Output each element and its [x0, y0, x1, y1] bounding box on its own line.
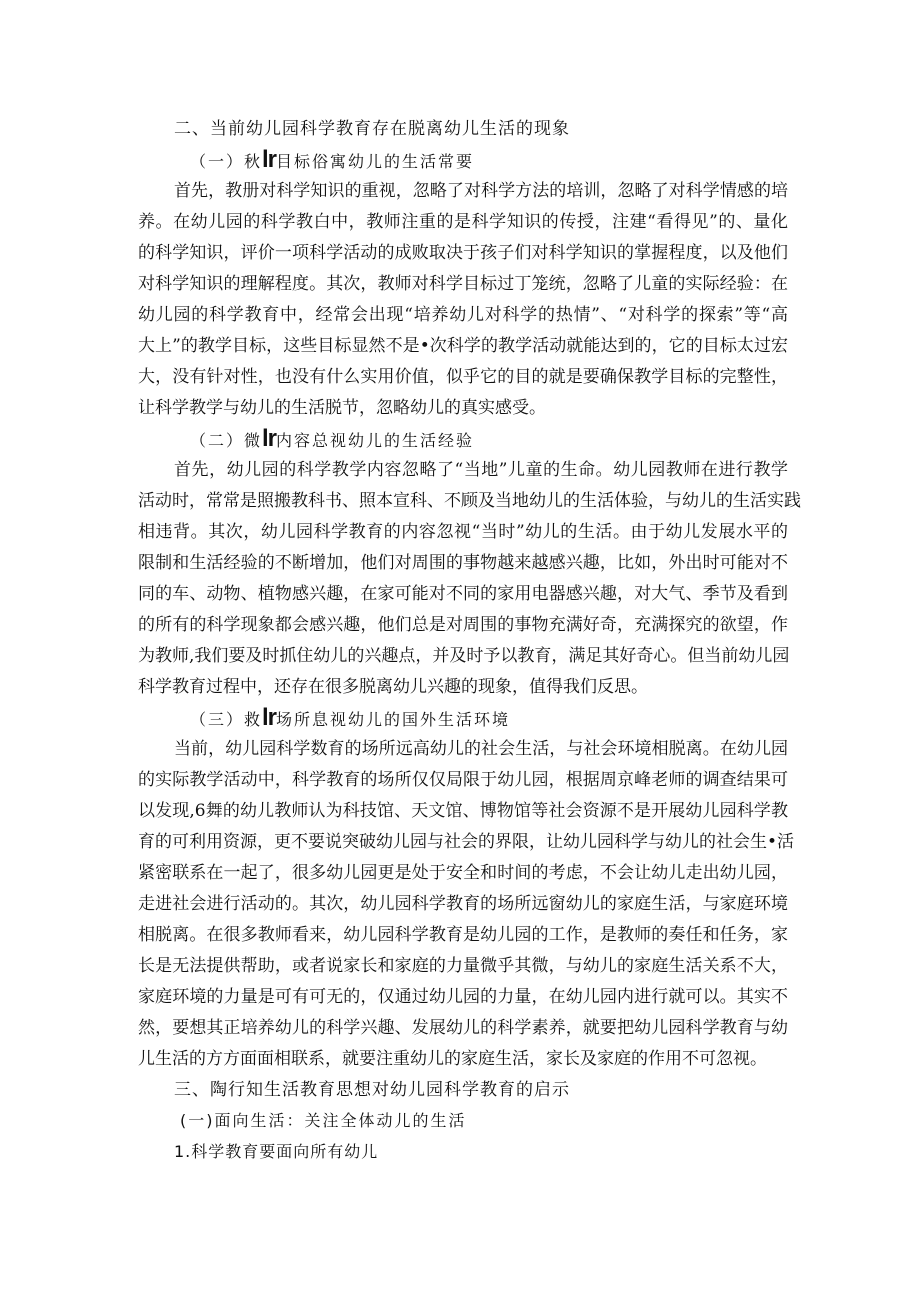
subheading-1-prefix: （一）秋 [190, 152, 263, 171]
paragraph-line: 幼儿园的科学教育中，经常会出现“培养幼儿对科学的热情”、“对科学的探索”等“高 [138, 305, 788, 325]
paragraph-line: 大上”的教学目标，这些目标显然不是•次科学的教学活动就能达到的，它的目标太过宏 [138, 336, 788, 356]
paragraph-line: 的科学知识，评价一项科学活动的成败取决于孩子们对科学知识的掌握程度，以及他们 [138, 243, 788, 263]
subheading-1-text: 目标俗寓幼儿的生活常要 [276, 152, 475, 171]
subheading-3-text: 场所息视幼儿的国外生活环境 [276, 710, 511, 729]
paragraph-line: 养。在幼儿园的科学教白中，教师注重的是科学知识的传授，注建“看得见”的、量化 [138, 212, 788, 232]
subheading-4: (一)面向生活：关注全体动儿的生活 [180, 1111, 467, 1130]
paragraph-line: 当前，幼儿园科学数育的场所远高幼儿的社会生活，与社会环境相脱离。在幼儿园 [174, 739, 788, 759]
paragraph-line: 大，没有针对性，也没有什么实用价值，似乎它的目的就是要确保教学目标的完整性， [138, 367, 788, 387]
paragraph-line: 紧密联系在一起了，很多幼儿园更是处于安全和时间的考虑，不会让幼儿走出幼儿园， [138, 863, 788, 883]
section-heading-3: 三、陶行知生活教育思想对幼儿园科学教育的启示 [174, 1080, 570, 1100]
paragraph-line: 的实际教学活动中，科学教育的场所仅仅局限于幼儿园，根据周京峰老师的调查结果可 [138, 770, 788, 790]
paragraph-line: 家庭环境的力量是可有可无的，仅通过幼儿园的力量，在幼儿园内进行就可以。其实不 [138, 987, 788, 1007]
subheading-3-prefix: （三）救 [190, 710, 263, 729]
paragraph-line: 相脱离。在很多教师看来，幼儿园科学教育是幼儿园的工作，是教师的奏任和任务，家 [138, 925, 788, 945]
paragraph-line: 首先，教册对科学知识的重视，忽略了对科学方法的培训，忽略了对科学情感的培 [174, 181, 788, 201]
subheading-2-prefix: （二）微 [190, 431, 263, 450]
paragraph-line: 科学教育过程中，还存在很多脱离幼儿兴趣的现象，值得我们反思。 [138, 677, 648, 697]
paragraph-line: 对科学知识的理解程度。其次，教师对科学目标过丁笼统，忽略了儿童的实际经验：在 [138, 274, 788, 294]
paragraph-line: 限制和生活经验的不断增加，他们对周围的事物越来越感兴趣，比如，外出时可能对不 [138, 553, 788, 573]
subheading-2 [190, 425, 475, 452]
paragraph-line: 以发现,6舞的幼儿教师认为科技馆、天文馆、博物馆等社会资源不是开展幼儿园科学教 [138, 801, 788, 821]
subheading-1 [190, 146, 475, 173]
section-heading-2: 二、当前幼儿园科学教育存在脱离幼儿生活的现象 [174, 119, 570, 139]
paragraph-line: 相违背。其次，幼儿园科学教育的内容忽视“当时”幼儿的生活。由于幼儿发展水平的 [138, 522, 788, 542]
numbered-item-1: 1.科学教育要面向所有幼儿 [174, 1142, 379, 1161]
paragraph-line: 长是无法提供帮助，或者说家长和家庭的力量微乎其微，与幼儿的家庭生活关系不大， [138, 956, 788, 976]
paragraph-line: 为教师,我们要及时抓住幼儿的兴趣点，并及时予以教育，满足其好奇心。但当前幼儿园 [138, 646, 790, 666]
subheading-3-ocr-mark: lr [262, 704, 277, 731]
subheading-2-text: 内容总视幼儿的生活经验 [276, 431, 475, 450]
subheading-3 [190, 704, 511, 731]
subheading-2-ocr-mark: lr [262, 425, 277, 452]
paragraph-line: 儿生活的方方面面相联系，就要注重幼儿的家庭生活，家长及家庭的作用不可忽视。 [138, 1049, 767, 1069]
paragraph-line: 首先，幼儿园的科学教学内容忽略了“当地”儿童的生命。幼儿园教师在进行教学 [174, 460, 788, 480]
paragraph-line: 让科学教学与幼儿的生活脱节，忽略幼儿的真实感受。 [138, 398, 546, 418]
paragraph-line: 育的可利用资源，更不要说突破幼儿园与社会的界限，让幼儿园科学与幼儿的社会生•活 [138, 832, 795, 852]
paragraph-line: 走进社会进行活动的。其次，幼儿园科学教育的场所远窗幼儿的家庭生活，与家庭环境 [138, 894, 788, 914]
paragraph-line: 同的车、动物、植物感兴趣，在家可能对不同的家用电器感兴趣，对大气、季节及看到 [138, 584, 788, 604]
paragraph-line: 然，要想其正培养幼儿的科学兴趣、发展幼儿的科学素养，就要把幼儿园科学教育与幼 [138, 1018, 788, 1038]
paragraph-line: 活动时，常常是照搬教科书、照本宣科、不顾及当地幼儿的生活体验，与幼儿的生活实践 [138, 491, 801, 511]
paragraph-line: 的所有的科学现象都会感兴趣，他们总是对周围的事物充满好奇，充满探究的欲望，作 [138, 615, 788, 635]
subheading-1-ocr-mark: lr [262, 146, 277, 173]
